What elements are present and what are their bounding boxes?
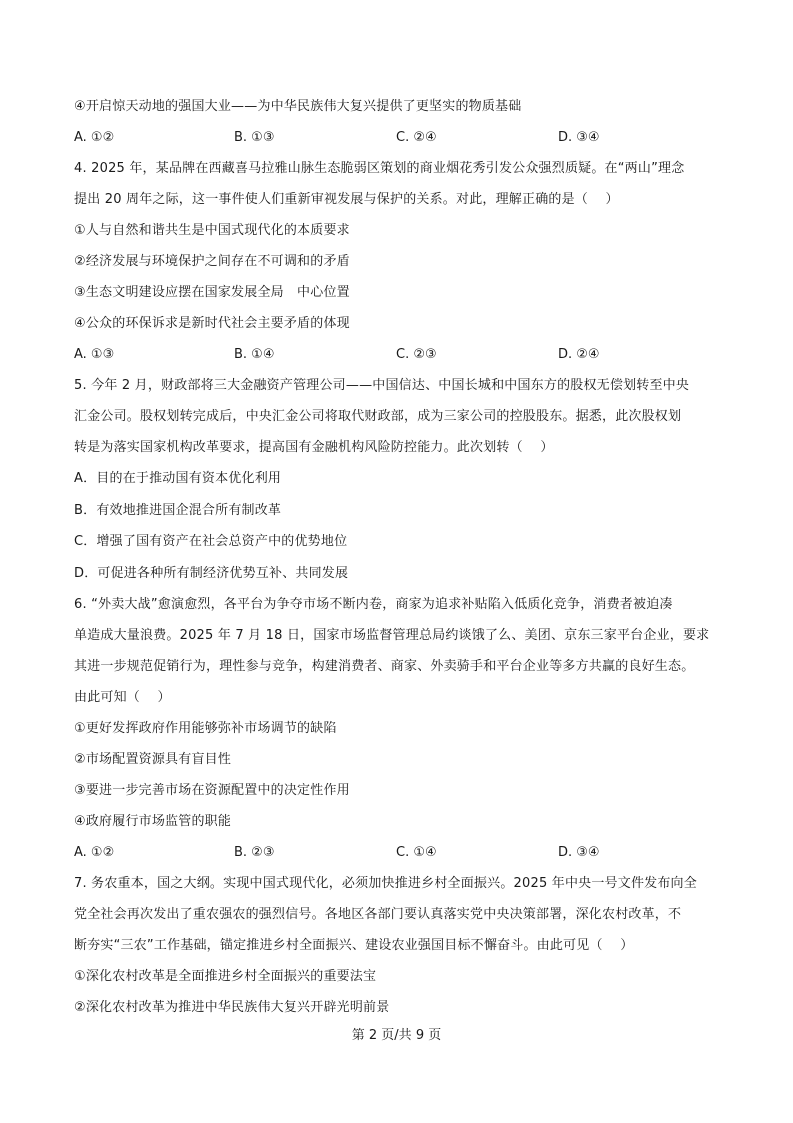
question-4-item: ③生态文明建设应摆在国家发展全局 中心位置 (74, 285, 350, 300)
choice-b: B. ①④ (234, 347, 275, 362)
question-4-stem: 提出 20 周年之际，这一事件使人们重新审视发展与保护的关系。对此，理解正确的是（ ） (74, 192, 619, 207)
question-6-stem: 其进一步规范促销行为，理性参与竞争，构建消费者、商家、外卖骑手和平台企业等多方共赢的良好生态。 (74, 659, 695, 674)
choice-b: B. ②③ (234, 845, 275, 860)
answer-choices-q3 (74, 130, 734, 146)
question-5-choice: A．目的在于推动国有资本优化利用 (74, 471, 282, 486)
answer-choices-q6 (74, 845, 734, 861)
choice-a: A. ①② (74, 845, 115, 860)
question-6-stem: 由此可知（ ） (74, 690, 171, 705)
choice-b: B. ①③ (234, 130, 275, 145)
question-4-item: ④公众的环保诉求是新时代社会主要矛盾的体现 (74, 316, 350, 331)
question-5-choice: B．有效地推进国企混合所有制改革 (74, 503, 282, 518)
question-5-stem: 汇金公司。股权划转完成后，中央汇金公司将取代财政部，成为三家公司的控股股东。据悉，此次股权划 (74, 409, 682, 424)
question-7-stem: 7. 务农重本，国之大纲。实现中国式现代化，必须加快推进乡村全面振兴。2025 年中央一号文件发布向全 (74, 876, 697, 891)
question-6-item: ④政府履行市场监管的职能 (74, 814, 232, 829)
question-7-item: ②深化农村改革为推进中华民族伟大复兴开辟光明前景 (74, 1000, 390, 1015)
question-6-stem: 6. “外卖大战”愈演愈烈，各平台为争夺市场不断内卷，商家为追求补贴陷入低质化竞争，消费者被迫凑 (74, 597, 673, 612)
choice-d: D. ③④ (558, 130, 600, 145)
choice-d: D. ③④ (558, 845, 600, 860)
question-6-item: ②市场配置资源具有盲目性 (74, 752, 232, 767)
page-number: 第 2 页/共 9 页 (351, 1028, 442, 1043)
question-7-stem: 断夯实“三农”工作基础，锚定推进乡村全面振兴、建设农业强国目标不懈奋斗。由此可见（ ） (74, 938, 634, 953)
question-6-item: ③要进一步完善市场在资源配置中的决定性作用 (74, 783, 350, 798)
choice-a: A. ①③ (74, 347, 115, 362)
question-7-item: ①深化农村改革是全面推进乡村全面振兴的重要法宝 (74, 969, 377, 984)
question-4-item: ②经济发展与环境保护之间存在不可调和的矛盾 (74, 254, 350, 269)
choice-c: C. ①④ (396, 845, 437, 860)
choice-a: A. ①② (74, 130, 115, 145)
question-5-choice: D．可促进各种所有制经济优势互补、共同发展 (74, 566, 349, 581)
question-5-choice: C．增强了国有资产在社会总资产中的优势地位 (74, 534, 348, 549)
question-6-stem: 单造成大量浪费。2025 年 7 月 18 日，国家市场监督管理总局约谈饿了么、美团、京东三家平台企业，要求 (74, 628, 710, 643)
answer-choices-q4 (74, 347, 734, 363)
question-4-stem: 4. 2025 年，某品牌在西藏喜马拉雅山脉生态脆弱区策划的商业烟花秀引发公众强烈质疑。在“两山”理念 (74, 161, 685, 176)
option-4-line: ④开启惊天动地的强国大业——为中华民族伟大复兴提供了更坚实的物质基础 (74, 99, 522, 114)
question-5-stem: 转是为落实国家机构改革要求，提高国有金融机构风险防控能力。此次划转（ ） (74, 440, 554, 455)
question-5-stem: 5. 今年 2 月，财政部将三大金融资产管理公司——中国信达、中国长城和中国东方的股权无偿划转至中央 (74, 378, 690, 393)
choice-c: C. ②③ (396, 347, 437, 362)
choice-d: D. ②④ (558, 347, 600, 362)
question-4-item: ①人与自然和谐共生是中国式现代化的本质要求 (74, 223, 350, 238)
question-7-stem: 党全社会再次发出了重农强农的强烈信号。各地区各部门要认真落实党中央决策部署，深化农村改革，不 (74, 907, 682, 922)
choice-c: C. ②④ (396, 130, 437, 145)
question-6-item: ①更好发挥政府作用能够弥补市场调节的缺陷 (74, 721, 337, 736)
